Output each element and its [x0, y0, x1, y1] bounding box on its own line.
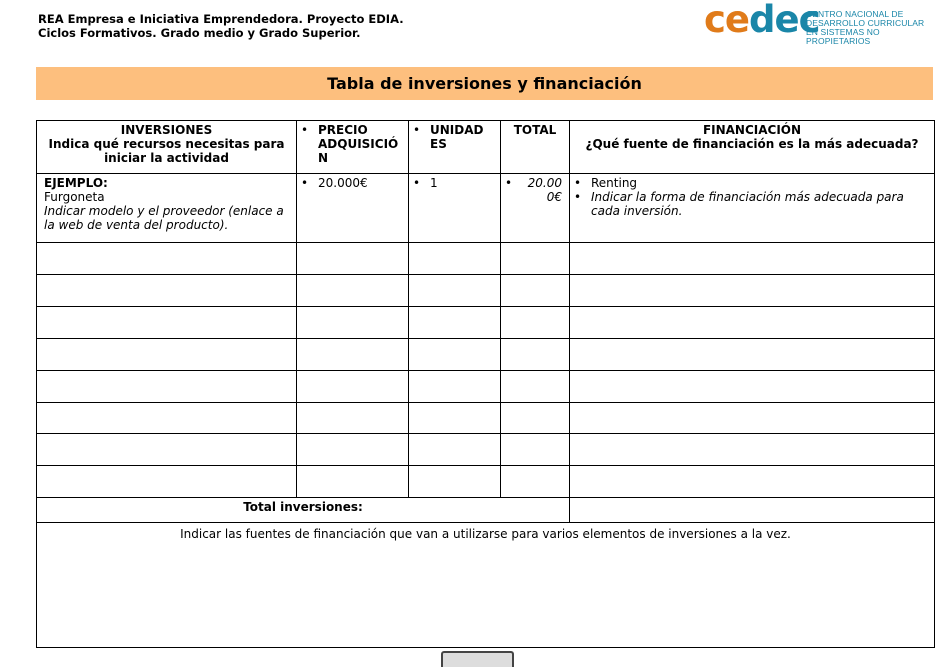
table-cell[interactable]: [501, 275, 570, 307]
header-precio: • PRECIO ADQUISICIÓ N: [297, 121, 409, 174]
document-header: [38, 12, 404, 40]
table-cell[interactable]: [409, 402, 501, 434]
table-cell[interactable]: [297, 466, 409, 498]
example-financiacion[interactable]: • Renting • Indicar la forma de financiación más adecuada para cada inversión.: [570, 174, 935, 243]
table-cell[interactable]: [297, 370, 409, 402]
note-row: [37, 522, 935, 647]
financing-note[interactable]: Indicar las fuentes de financiación que van a utilizarse para varios elementos de inversiones a la vez.: [37, 522, 935, 647]
example-unidades[interactable]: • 1: [409, 174, 501, 243]
table-cell[interactable]: [297, 306, 409, 338]
table-cell[interactable]: [501, 306, 570, 338]
table-row: [37, 434, 935, 466]
table-row: [37, 370, 935, 402]
table-cell[interactable]: [570, 338, 935, 370]
table-cell[interactable]: [37, 370, 297, 402]
header-unidades: • UNIDAD ES: [409, 121, 501, 174]
example-precio[interactable]: • 20.000€: [297, 174, 409, 243]
table-row: [37, 402, 935, 434]
table-cell[interactable]: [570, 275, 935, 307]
table-cell[interactable]: [501, 466, 570, 498]
table-cell[interactable]: [37, 466, 297, 498]
table-cell[interactable]: [297, 275, 409, 307]
page-title: Tabla de inversiones y financiación: [36, 67, 933, 100]
table-cell[interactable]: [570, 243, 935, 275]
header-financiacion: FINANCIACIÓN ¿Qué fuente de financiación es la más adecuada?: [570, 121, 935, 174]
table-cell[interactable]: [297, 434, 409, 466]
table-row: [37, 275, 935, 307]
table-header-row: [37, 121, 935, 174]
table-cell[interactable]: [570, 370, 935, 402]
table-cell[interactable]: [409, 466, 501, 498]
table-cell[interactable]: [37, 434, 297, 466]
table-cell[interactable]: [297, 243, 409, 275]
header-inversiones: INVERSIONES Indica qué recursos necesitas para iniciar la actividad: [37, 121, 297, 174]
table-cell[interactable]: [37, 402, 297, 434]
example-row: [37, 174, 935, 243]
table-cell[interactable]: [409, 275, 501, 307]
cc-license-badge: [441, 651, 514, 667]
logo-wordmark: cedec: [704, 0, 820, 41]
header-line-1: REA Empresa e Iniciativa Emprendedora. Proyecto EDIA.: [38, 12, 404, 26]
table-row: [37, 306, 935, 338]
table-cell[interactable]: [409, 243, 501, 275]
table-cell[interactable]: [570, 402, 935, 434]
example-total[interactable]: • 20.00 0€: [501, 174, 570, 243]
total-value-cell[interactable]: [570, 498, 935, 522]
table-cell[interactable]: [409, 306, 501, 338]
header-line-2: Ciclos Formativos. Grado medio y Grado Superior.: [38, 26, 361, 40]
table-cell[interactable]: [570, 466, 935, 498]
total-label: Total inversiones:: [37, 498, 570, 522]
investment-table: [36, 120, 935, 648]
table-cell[interactable]: [37, 338, 297, 370]
total-row: [37, 498, 935, 522]
table-cell[interactable]: [501, 434, 570, 466]
table-cell[interactable]: [409, 370, 501, 402]
table-cell[interactable]: [297, 402, 409, 434]
table-cell[interactable]: [409, 434, 501, 466]
table-row: [37, 243, 935, 275]
table-cell[interactable]: [409, 338, 501, 370]
table-cell[interactable]: [37, 243, 297, 275]
table-cell[interactable]: [570, 306, 935, 338]
table-cell[interactable]: [37, 275, 297, 307]
example-inversion[interactable]: EJEMPLO: Furgoneta Indicar modelo y el proveedor (enlace a la web de venta del producto).: [37, 174, 297, 243]
table-row: [37, 466, 935, 498]
table-cell[interactable]: [570, 434, 935, 466]
table-cell[interactable]: [501, 243, 570, 275]
cedec-logo: [704, 0, 934, 46]
table-cell[interactable]: [37, 306, 297, 338]
table-cell[interactable]: [501, 338, 570, 370]
table-cell[interactable]: [501, 370, 570, 402]
table-cell[interactable]: [501, 402, 570, 434]
table-row: [37, 338, 935, 370]
logo-subtitle: CENTRO NACIONAL DE DESARROLLO CURRICULAR EN SISTEMAS NO PROPIETARIOS: [806, 9, 925, 46]
table-cell[interactable]: [297, 338, 409, 370]
header-total: TOTAL: [501, 121, 570, 174]
